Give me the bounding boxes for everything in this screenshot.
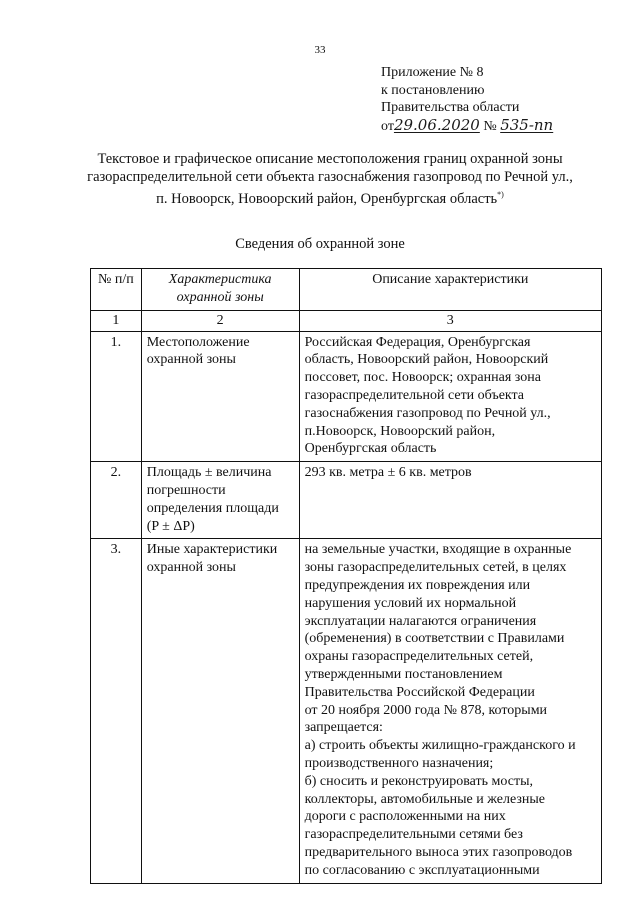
row-number: 2. bbox=[91, 462, 142, 539]
appendix-date-line bbox=[381, 117, 553, 136]
table-header-row bbox=[91, 269, 602, 311]
header-description: Описание характеристики bbox=[299, 269, 601, 311]
header-characteristic: Характеристика охранной зоны bbox=[141, 269, 299, 311]
appendix-block bbox=[381, 64, 553, 135]
appendix-line-3: Правительства области bbox=[381, 100, 520, 115]
row-characteristic: Иные характеристики охранной зоны bbox=[141, 539, 299, 883]
handwritten-number: 535-пп bbox=[500, 115, 554, 134]
document-title bbox=[80, 150, 580, 208]
appendix-line-1: Приложение № 8 bbox=[381, 65, 484, 80]
handwritten-date: 29.06.2020 bbox=[393, 115, 480, 134]
row-number: 3. bbox=[91, 539, 142, 883]
title-text: Текстовое и графическое описание местоположения границ охранной зоны газораспределительной сети объекта газоснабжения газопровод по Речной ул., п. Новоорск, Новоорский район, Оренбургская область bbox=[87, 151, 573, 207]
header-number: № п/п bbox=[91, 269, 142, 311]
row-description: Российская Федерация, Оренбургская область, Новоорский район, Новоорский поссовет, пос. Новоорск; охранная зона газораспределительной сети объекта газоснабжения газопровод по Речной ул., п.Новоорск, Новоорский район, Оренбургская область bbox=[299, 331, 601, 462]
footnote-mark: *) bbox=[497, 190, 504, 199]
row-characteristic: Местоположение охранной зоны bbox=[141, 331, 299, 462]
column-number-1: 1 bbox=[91, 310, 142, 331]
column-number-3: 3 bbox=[299, 310, 601, 331]
section-subtitle: Сведения об охранной зоне bbox=[235, 236, 405, 252]
table-row bbox=[91, 539, 602, 883]
column-number-2: 2 bbox=[141, 310, 299, 331]
row-description: 293 кв. метра ± 6 кв. метров bbox=[299, 462, 601, 539]
appendix-line-2: к постановлению bbox=[381, 82, 485, 98]
column-number-row bbox=[91, 310, 602, 331]
page-number: 33 bbox=[314, 44, 326, 56]
zone-info-table bbox=[90, 268, 602, 884]
row-number: 1. bbox=[91, 331, 142, 462]
table-row bbox=[91, 462, 602, 539]
date-prefix: от bbox=[381, 118, 394, 134]
row-description: на земельные участки, входящие в охранные зоны газораспределительных сетей, в целях предупреждения их повреждения или нарушения условий их нормальной эксплуатации налагаются ограничения (обременения) в соответствии с Правилами охраны газораспределительных сетей, утвержденными постановлением Правительства Российской Федерации от 20 ноября 2000 года № 878, которыми запрещается: а) строить объекты жилищно-гражданского и производственного назначения; б) сносить и реконструировать мосты, коллекторы, автомобильные и железные дороги с расположенными на них газораспределительными сетями без предварительного выноса этих газопроводов по согласованию с эксплуатационными bbox=[299, 539, 601, 883]
number-prefix: № bbox=[483, 118, 497, 134]
row-characteristic: Площадь ± величина погрешности определения площади (P ± ΔP) bbox=[141, 462, 299, 539]
table-row bbox=[91, 331, 602, 462]
